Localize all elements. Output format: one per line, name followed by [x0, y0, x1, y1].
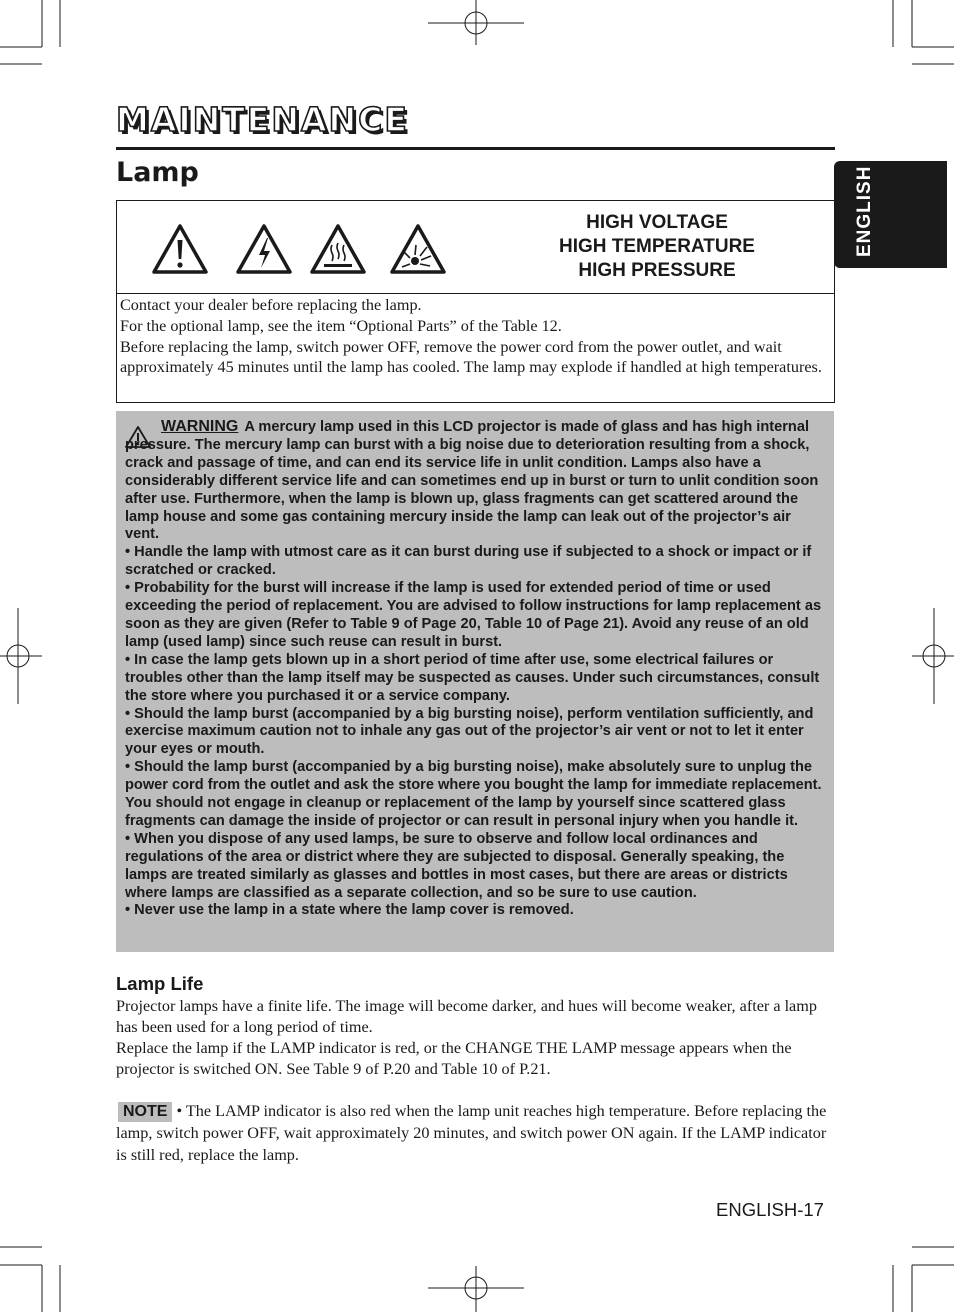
lamp-life-text [116, 996, 836, 1080]
hazard-label-voltage: HIGH VOLTAGE [586, 212, 728, 233]
high-voltage-icon [235, 223, 293, 275]
page-number: ENGLISH-17 [716, 1199, 824, 1220]
warning-bullet: • Handle the lamp with utmost care as it can burst during use if subjected to a shock or impact or if scratched or cracked. [125, 544, 812, 579]
hazard-line: For the optional lamp, see the item “Optional Parts” of the Table 12. [120, 316, 562, 335]
language-tab [834, 161, 947, 268]
warning-label: WARNING [161, 418, 239, 435]
hazard-label-temperature: HIGH TEMPERATURE [559, 236, 755, 257]
hazard-header [117, 201, 834, 294]
hazard-label-pressure: HIGH PRESSURE [578, 260, 736, 281]
warning-text [125, 418, 827, 920]
hazard-labels [507, 211, 807, 283]
warning-bullet: • Probability for the burst will increase if the lamp is used for extended period of time or used exceeding the period of replacement. You are advised to follow instructions for lamp replacement as soon as they are given (Refer to Table 9 of Page 20, Table 10 of Page 21). Avoid any reuse of an old lamp (used lamp) since such reuse can result in burst. [125, 580, 822, 650]
warning-bullet: • Should the lamp burst (accompanied by a big bursting noise), make absolutely sure to unplug the power cord from the outlet and ask the store where you bought the lamp for immediate replacement. You should not engage in cleanup or replacement of the lamp by yourself since scattered glass fragments can damage the inside of projector or can result in personal injury when you handle it. [125, 759, 822, 829]
hazard-line: Contact your dealer before replacing the lamp. [120, 296, 422, 314]
explosion-icon [389, 223, 447, 275]
warning-box [116, 411, 834, 952]
warning-bullet: • In case the lamp gets blown up in a short period of time after use, some electrical failures or troubles other than the lamp itself may be suspected as causes. Under such circumstances, consult the store where you purchased it or a service company. [125, 651, 820, 704]
section-title: MAINTENANCE [116, 100, 409, 139]
note-text: • The LAMP indicator is also red when the lamp unit reaches high temperature. Before replacing the lamp, switch power OFF, wait approximately 20 minutes, and switch power ON again. If the LAMP indicator is still red, replace the lamp. [116, 1102, 827, 1164]
title-rule [116, 147, 835, 150]
warning-bullet: • When you dispose of any used lamps, be sure to observe and follow local ordinances and regulations of the area or district where they are subjected to disposal. Generally speaking, the lamps are treated similarly as glasses and bottles in most cases, but there are areas or districts where lamps are classified as a separate collection, and so be sure to use caution. [125, 830, 788, 901]
warning-intro: A mercury lamp used in this LCD projector is made of glass and has high internal pressure. The mercury lamp can burst with a big noise due to deterioration resulting from a shock, crack and passage of time, and can end its service life in unlit condition. Lamps also have a considerably different service life and can sometimes end up in burst or turn to unlit condition soon after use. Furthermore, when the lamp is blown up, glass fragments can get scattered around the lamp house and some gas containing mercury inside the lamp can leak out of the projector’s air vent. [125, 419, 819, 543]
note [116, 1100, 838, 1166]
lamp-life-title: Lamp Life [116, 973, 204, 994]
lamp-life-paragraph: Projector lamps have a finite life. The image will become darker, and hues will become weaker, after a lamp has been used for a long period of time. [116, 997, 817, 1036]
hazard-box [116, 200, 835, 403]
high-temperature-icon [309, 223, 367, 275]
warning-bullet: • Never use the lamp in a state where the lamp cover is removed. [125, 902, 574, 919]
note-label: NOTE [118, 1102, 172, 1122]
subsection-title: Lamp [116, 157, 199, 188]
warning-bullet: • Should the lamp burst (accompanied by a big bursting noise), perform ventilation sufficiently, and exercise maximum caution not to inhale any gas out of the projector’s air vent or not to let it enter your eyes or mouth. [125, 705, 814, 758]
hazard-line: Before replacing the lamp, switch power OFF, remove the power cord from the power outlet, and wait approximately 45 minutes until the lamp has cooled. The lamp may explode if handled at high temperatures. [120, 337, 822, 377]
warning-triangle-icon [151, 223, 209, 275]
hazard-instructions [120, 295, 832, 378]
language-tab-label: ENGLISH [854, 165, 875, 257]
lamp-life-paragraph: Replace the lamp if the LAMP indicator is red, or the CHANGE THE LAMP message appears when the projector is switched ON. See Table 9 of P.20 and Table 10 of P.21. [116, 1039, 792, 1078]
